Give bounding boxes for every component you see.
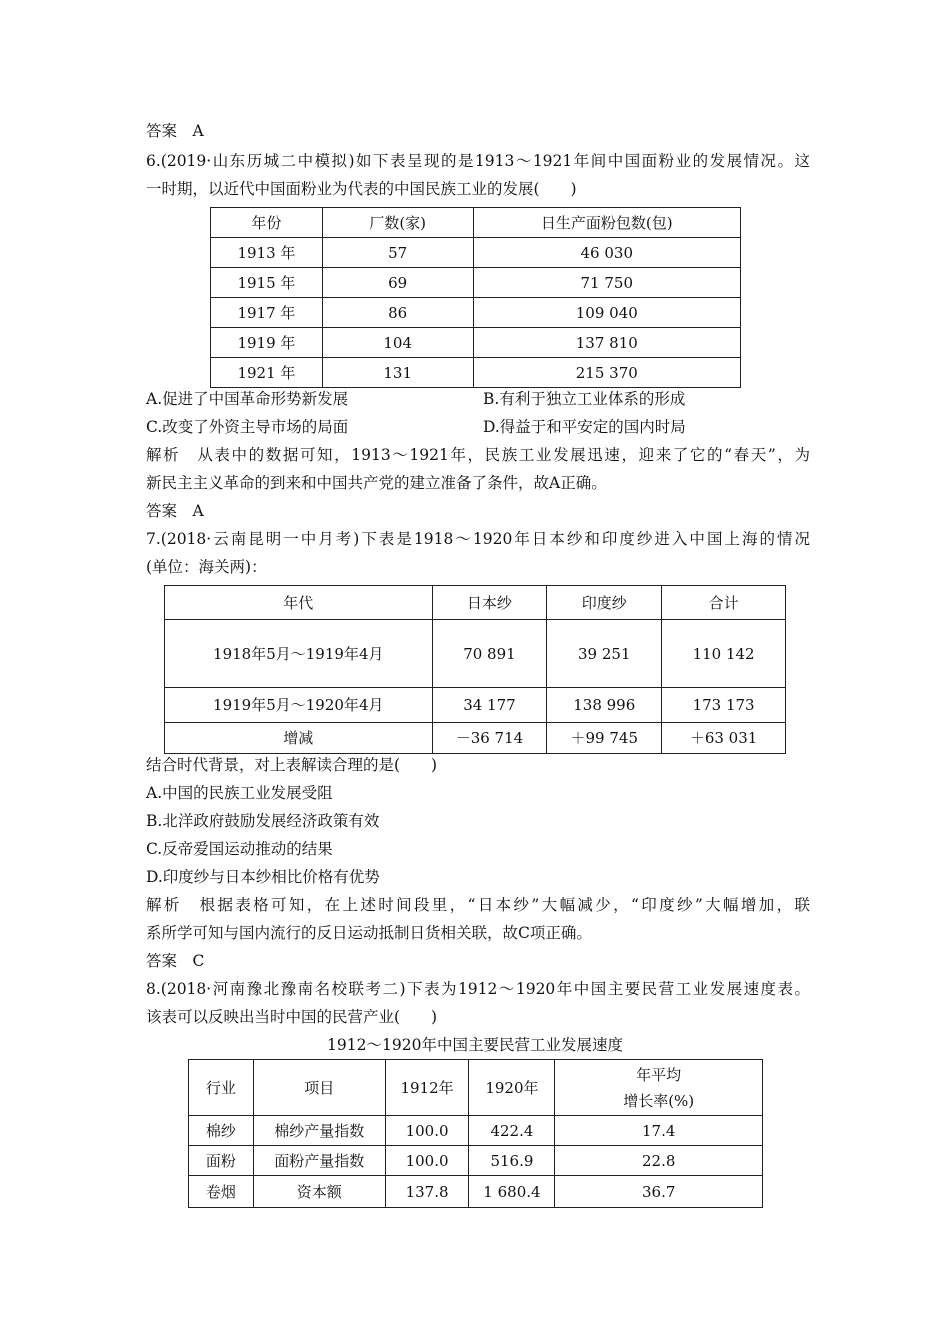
q8-header-growth-line1: 年平均 bbox=[636, 1065, 682, 1084]
q8-header-1920: 1920年 bbox=[469, 1060, 555, 1116]
table-cell: 138 996 bbox=[547, 688, 662, 723]
q6-table bbox=[210, 207, 741, 388]
table-row bbox=[189, 1146, 763, 1176]
table-row bbox=[211, 298, 741, 328]
q6-header-year: 年份 bbox=[211, 208, 323, 238]
table-row bbox=[211, 238, 741, 268]
q6-stem-line1: 6.(2019·山东历城二中模拟)如下表呈现的是1913～1921年间中国面粉业的发展情况。这 bbox=[146, 152, 810, 170]
table-cell: 137 810 bbox=[473, 328, 740, 358]
q6-analysis-line1: 解析 从表中的数据可知，1913～1921年，民族工业发展迅速，迎来了它的“春天”，为 bbox=[146, 446, 810, 464]
q6-option-b: B.有利于独立工业体系的形成 bbox=[483, 390, 686, 408]
q7-answer: 答案 C bbox=[146, 952, 205, 970]
q8-stem-line2: 该表可以反映出当时中国的民营产业( ) bbox=[146, 1008, 438, 1026]
q7-stem-line1: 7.(2018·云南昆明一中月考)下表是1918～1920年日本纱和印度纱进入中国上海的情况 bbox=[146, 530, 810, 548]
table-row bbox=[165, 723, 786, 754]
q6-option-c: C.改变了外资主导市场的局面 bbox=[146, 418, 349, 436]
table-cell: ＋99 745 bbox=[547, 723, 662, 754]
table-row bbox=[165, 688, 786, 723]
q7-question: 结合时代背景，对上表解读合理的是( ) bbox=[146, 756, 438, 774]
q7-option-c: C.反帝爱国运动推动的结果 bbox=[146, 840, 333, 858]
q7-option-a: A.中国的民族工业发展受阻 bbox=[146, 784, 333, 802]
table-cell: 1917 年 bbox=[211, 298, 323, 328]
table-row bbox=[211, 328, 741, 358]
table-cell: －36 714 bbox=[432, 723, 547, 754]
table-cell: 面粉产量指数 bbox=[253, 1146, 385, 1176]
table-cell: 69 bbox=[322, 268, 473, 298]
table-cell: 1913 年 bbox=[211, 238, 323, 268]
q6-header-output: 日生产面粉包数(包) bbox=[473, 208, 740, 238]
q7-stem-line2: (单位：海关两)： bbox=[146, 558, 267, 576]
q8-header-industry: 行业 bbox=[189, 1060, 254, 1116]
table-cell: 137.8 bbox=[385, 1176, 469, 1208]
table-cell: 70 891 bbox=[432, 620, 547, 688]
table-cell: 422.4 bbox=[469, 1116, 555, 1146]
q6-header-factories: 厂数(家) bbox=[322, 208, 473, 238]
q7-analysis-line2: 系所学可知与国内流行的反日运动抵制日货相关联，故C项正确。 bbox=[146, 924, 592, 942]
q8-header-growth-line2: 增长率(%) bbox=[623, 1091, 695, 1110]
q7-option-d: D.印度纱与日本纱相比价格有优势 bbox=[146, 868, 380, 886]
q8-table bbox=[188, 1059, 763, 1208]
table-cell: 100.0 bbox=[385, 1146, 469, 1176]
table-cell: 173 173 bbox=[662, 688, 786, 723]
table-row bbox=[211, 268, 741, 298]
q8-header-item: 项目 bbox=[253, 1060, 385, 1116]
table-cell: 100.0 bbox=[385, 1116, 469, 1146]
table-cell: 71 750 bbox=[473, 268, 740, 298]
table-cell: 39 251 bbox=[547, 620, 662, 688]
table-row bbox=[189, 1176, 763, 1208]
q5-answer: 答案 A bbox=[146, 122, 204, 140]
table-cell: 棉纱产量指数 bbox=[253, 1116, 385, 1146]
q7-option-b: B.北洋政府鼓励发展经济政策有效 bbox=[146, 812, 380, 830]
q8-header-1912: 1912年 bbox=[385, 1060, 469, 1116]
table-cell: 516.9 bbox=[469, 1146, 555, 1176]
table-row bbox=[211, 358, 741, 388]
table-cell: 卷烟 bbox=[189, 1176, 254, 1208]
q6-analysis-line2: 新民主主义革命的到来和中国共产党的建立准备了条件，故A正确。 bbox=[146, 474, 607, 492]
table-cell: 86 bbox=[322, 298, 473, 328]
table-cell: 17.4 bbox=[555, 1116, 763, 1146]
table-cell: 增减 bbox=[165, 723, 433, 754]
table-cell: 22.8 bbox=[555, 1146, 763, 1176]
table-cell: 104 bbox=[322, 328, 473, 358]
q8-stem-line1: 8.(2018·河南豫北豫南名校联考二)下表为1912～1920年中国主要民营工业发展速度表。 bbox=[146, 980, 810, 998]
table-cell: 110 142 bbox=[662, 620, 786, 688]
table-cell: 215 370 bbox=[473, 358, 740, 388]
table-cell: 棉纱 bbox=[189, 1116, 254, 1146]
table-cell: 1919年5月～1920年4月 bbox=[165, 688, 433, 723]
q8-table-title: 1912～1920年中国主要民营工业发展速度 bbox=[327, 1036, 623, 1054]
table-cell: ＋63 031 bbox=[662, 723, 786, 754]
table-cell: 1918年5月～1919年4月 bbox=[165, 620, 433, 688]
q7-header-india: 印度纱 bbox=[547, 586, 662, 620]
table-cell: 34 177 bbox=[432, 688, 547, 723]
q7-header-period: 年代 bbox=[165, 586, 433, 620]
q7-header-total: 合计 bbox=[662, 586, 786, 620]
q7-header-japan: 日本纱 bbox=[432, 586, 547, 620]
table-cell: 面粉 bbox=[189, 1146, 254, 1176]
q6-option-d: D.得益于和平安定的国内时局 bbox=[483, 418, 686, 436]
table-cell: 1921 年 bbox=[211, 358, 323, 388]
table-cell: 1915 年 bbox=[211, 268, 323, 298]
q6-stem-line2: 一时期，以近代中国面粉业为代表的中国民族工业的发展( ) bbox=[146, 180, 577, 198]
table-row bbox=[165, 620, 786, 688]
table-cell: 1919 年 bbox=[211, 328, 323, 358]
q6-option-a: A.促进了中国革命形势新发展 bbox=[146, 390, 349, 408]
q8-header-growth bbox=[555, 1060, 763, 1116]
q7-table bbox=[164, 585, 786, 754]
table-cell: 46 030 bbox=[473, 238, 740, 268]
table-cell: 资本额 bbox=[253, 1176, 385, 1208]
table-cell: 131 bbox=[322, 358, 473, 388]
q7-analysis-line1: 解析 根据表格可知，在上述时间段里，“日本纱”大幅减少，“印度纱”大幅增加，联 bbox=[146, 896, 810, 914]
q6-answer: 答案 A bbox=[146, 502, 204, 520]
table-cell: 109 040 bbox=[473, 298, 740, 328]
table-cell: 57 bbox=[322, 238, 473, 268]
table-cell: 36.7 bbox=[555, 1176, 763, 1208]
table-cell: 1 680.4 bbox=[469, 1176, 555, 1208]
table-row bbox=[189, 1116, 763, 1146]
